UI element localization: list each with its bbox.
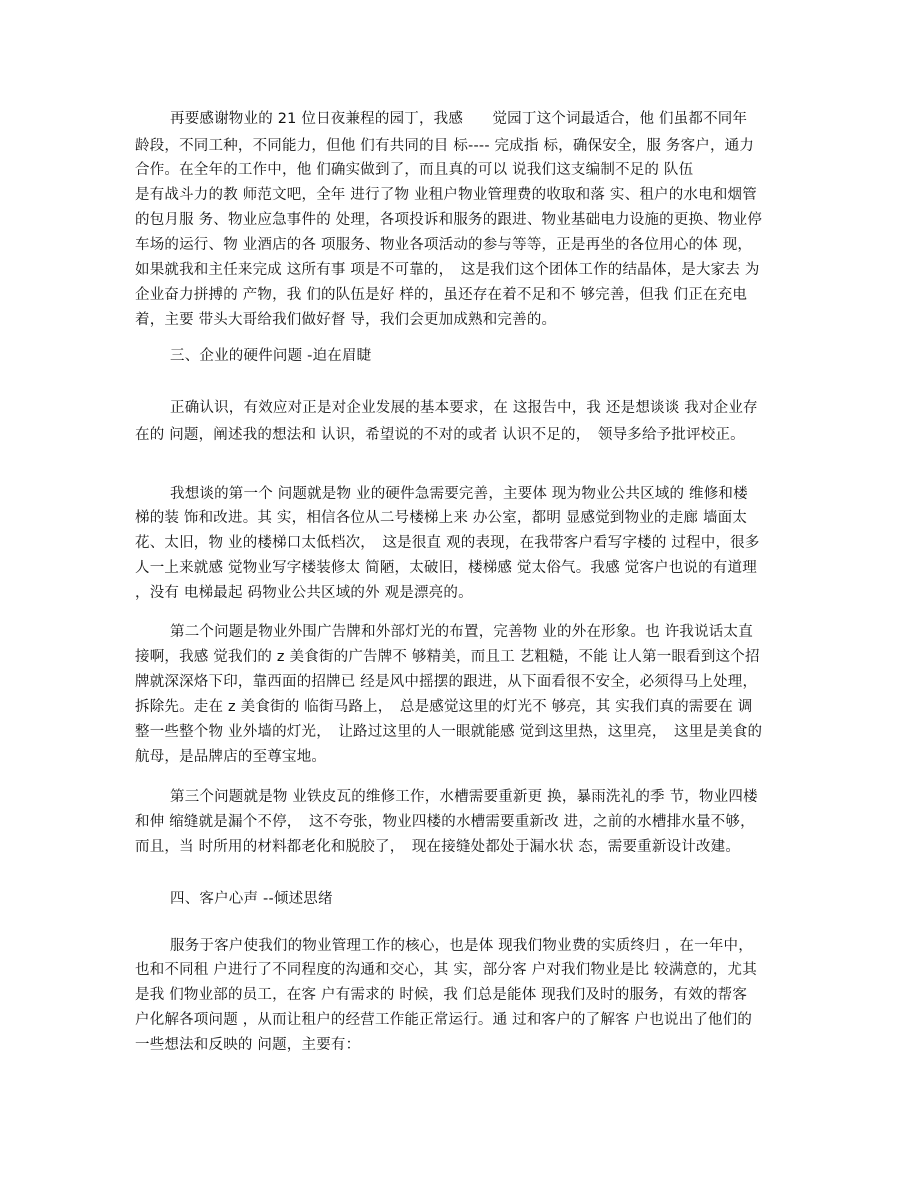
paragraph-6-line-4: 户化解各项问题 ，从而让租户的经营工作能正常运行。通 过和客户的了解客 户也说出了他们的: [135, 1012, 753, 1028]
section-heading-4: 四、客户心声 --倾述思绪: [170, 891, 333, 907]
paragraph-2-line-1: 正确认识，有效应对正是对企业发展的基本要求，在 这报告中，我 还是想谈谈 我对企业存: [170, 400, 758, 416]
paragraph-5-line-2: 和伸 缩缝就是漏个不停， 这不夸张，物业四楼的水槽需要重新改 进，之前的水槽排水量不够，: [135, 814, 755, 830]
paragraph-1-line-7: 如果就我和主任来完成 这所有事 项是不可靠的， 这是我们这个团体工作的结晶体，是大家去 为: [135, 262, 760, 278]
paragraph-1-line-9: 着，主要 带头大哥给我们做好督 导，我们会更加成熟和完善的。: [135, 312, 557, 328]
paragraph-1-line-4: 是有战斗力的教 师范文吧，全年 进行了物 业租户物业管理费的收取和落 实、租户的水电和烟管: [135, 187, 757, 203]
paragraph-4-line-2: 接啊，我感 觉我们的 z 美食街的广告牌不 够精美，而且工 艺粗糙，不能 让人第一眼看到这个招: [135, 649, 760, 665]
paragraph-1-line-6: 车场的运行、物 业酒店的各 项服务、物业各项活动的参与等等，正是再坐的各位用心的体 现，: [135, 237, 753, 253]
paragraph-1-line-8: 企业奋力拼搏的 产物，我 们的队伍是好 样的，虽还存在着不足和不 够完善，但我 们正在充电: [135, 287, 748, 303]
section-heading-3: 三、企业的硬件问题 -迫在眉睫: [170, 348, 372, 364]
paragraph-6-line-5: 一些想法和反映的 问题，主要有：: [135, 1037, 361, 1053]
paragraph-6-line-1: 服务于客户使我们的物业管理工作的核心，也是体 现我们物业费的实质终归 ，在一年中，: [170, 938, 753, 954]
paragraph-4-line-6: 航母，是品牌店的至尊宝地。: [135, 749, 327, 765]
paragraph-4-line-3: 牌就深深烙下印，靠西面的招牌已 经是风中摇摆的跟进，从下面看很不安全，必须得马上处理，: [135, 674, 758, 690]
paragraph-3-line-4: 人一上来就感 觉物业写字楼装修太 简陋，太破旧，楼梯感 觉太俗气。我感 觉客户也说的有道理: [135, 560, 757, 576]
paragraph-1-line-2: 龄段，不同工种，不同能力，但他 们有共同的目 标---- 完成指 标，确保安全，服 务客户，通力: [135, 138, 755, 154]
paragraph-6-line-3: 是我 们物业部的员工，在客 户有需求的 时候，我 们总是能体 现我们及时的服务，有效的帮客: [135, 987, 748, 1003]
paragraph-6-line-2: 也和不同租 户进行了不同程度的沟通和交心，其 实，部分客 户对我们物业是比 较满意的，尤其: [135, 962, 757, 978]
paragraph-1-line-5: 的包月服 务、物业应急事件的 处理，各项投诉和服务的跟进、物业基础电力设施的更换、物业停: [135, 212, 763, 228]
paragraph-4-line-5: 整一些整个物 业外墙的灯光， 让路过这里的人一眼就能感 觉到这里热，这里亮， 这里是美食的: [135, 724, 763, 740]
paragraph-4-line-4: 拆除先。走在 z 美食街的 临街马路上， 总是感觉这里的灯光不 够亮，其 实我们真的需要在 调: [135, 699, 753, 715]
paragraph-5-line-3: 而且，当 时所用的材料都老化和脱胶了， 现在接缝处都处于漏水状 态，需要重新设计改建。: [135, 839, 741, 855]
paragraph-3-line-3: 花、太旧，物 业的楼梯口太低档次， 这是很直 观的表现，在我带客户看写字楼的 过程中，很多: [135, 535, 760, 551]
paragraph-3-line-5: ，没有 电梯最起 码物业公共区域的外 观是漂亮的。: [135, 585, 473, 601]
paragraph-3-line-2: 梯的装 饰和改进。其 实，相信各位从二号楼梯上来 办公室，都明 显感觉到物业的走廊 墙面太: [135, 510, 748, 526]
paragraph-5-line-1: 第三个问题就是物 业铁皮瓦的维修工作，水槽需要重新更 换，暴雨洗礼的季 节，物业四楼: [170, 789, 758, 805]
paragraph-4-line-1: 第二个问题是物业外围广告牌和外部灯光的布置，完善物 业的外在形象。也 许我说话太直: [170, 624, 753, 640]
paragraph-1-line-3: 合作。在全年的工作中，他 们确实做到了，而且真的可以 说我们这支编制不足的 队伍: [135, 162, 694, 178]
paragraph-2-line-2: 在的 问题，阐述我的想法和 认识，希望说的不对的或者 认识不足的， 领导多给予批评校正。: [135, 427, 745, 443]
paragraph-3-line-1: 我想谈的第一个 问题就是物 业的硬件急需要完善，主要体 现为物业公共区域的 维修和楼: [170, 486, 748, 502]
paragraph-1-line-1: 再要感谢物业的 21 位日夜兼程的园丁，我感 觉园丁这个词最适合，他 们虽都不同年: [170, 111, 748, 127]
